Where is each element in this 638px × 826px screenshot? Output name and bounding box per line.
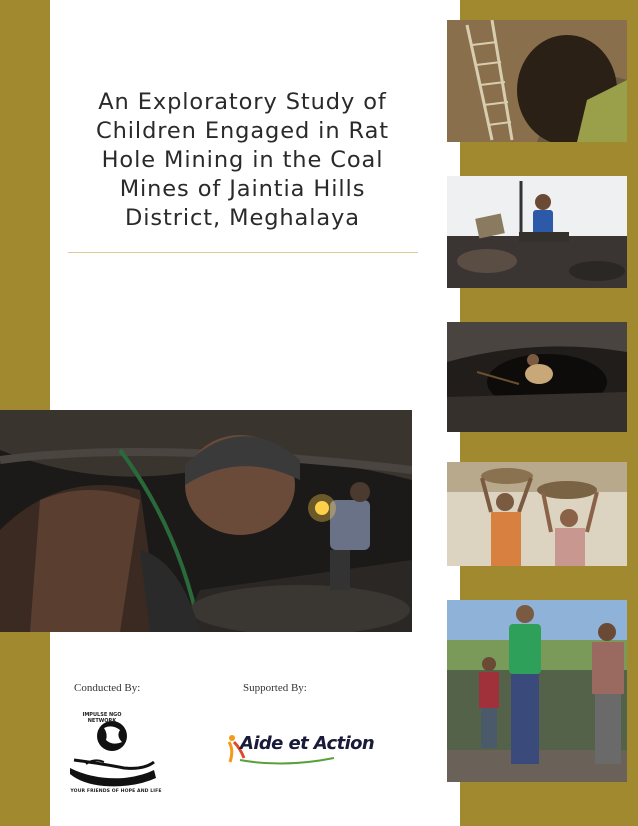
photo-boy-miner-headlamp xyxy=(0,410,412,632)
title-divider xyxy=(68,252,418,253)
photo-children-carrying-baskets xyxy=(447,462,627,566)
photo-children-near-truck xyxy=(447,600,627,782)
impulse-ngo-tagline: YOUR FRIENDS OF HOPE AND LIFE xyxy=(70,789,162,794)
photo-mine-shaft-ladder xyxy=(447,20,627,142)
supported-by-label: Supported By: xyxy=(243,682,307,694)
conducted-by-label: Conducted By: xyxy=(74,682,141,694)
photo-child-in-rat-hole xyxy=(447,322,627,432)
report-title: An Exploratory Study of Children Engaged in Rat Hole Mining in the Coal Mines of Jaintia Hills District, Meghalaya xyxy=(96,89,389,231)
photo-child-with-pickaxe xyxy=(447,176,627,288)
aide-et-action-wordmark: Aide et Action xyxy=(240,733,375,754)
impulse-ngo-name: IMPULSE NGO NETWORK xyxy=(82,712,122,724)
